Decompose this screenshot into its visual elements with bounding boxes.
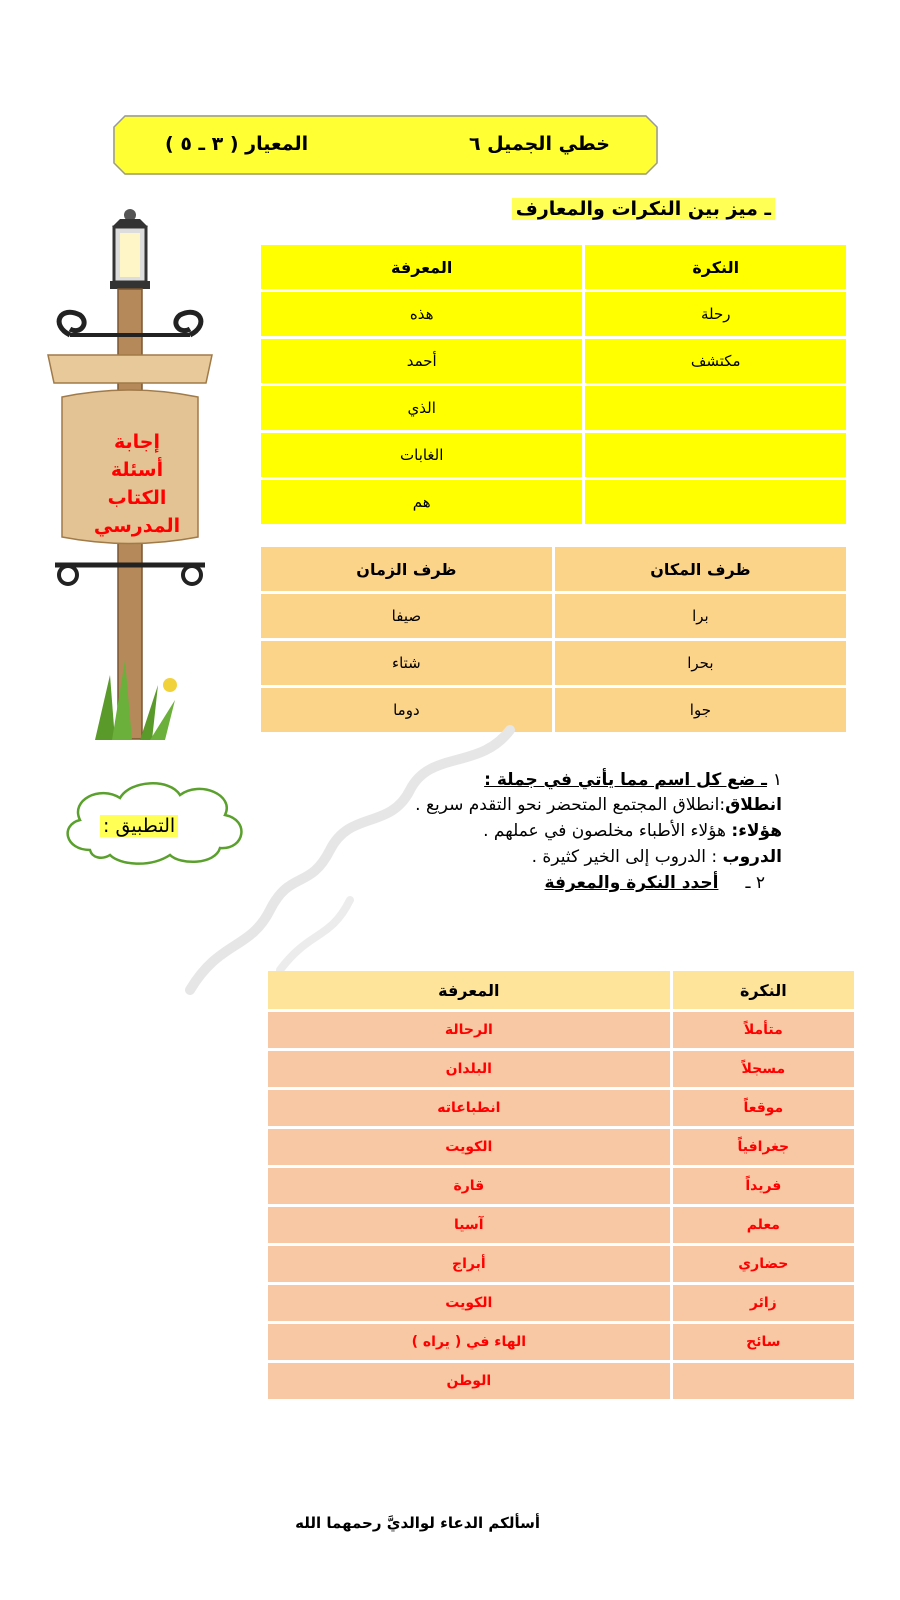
table-cell [585,433,846,477]
table-row [261,386,846,430]
nouns-table [258,242,849,527]
table-header: ظرف الزمان [261,547,552,591]
table-row [268,1012,854,1048]
table-cell: مسجلاً [673,1051,854,1087]
table-cell: الذي [261,386,582,430]
table-row [268,1090,854,1126]
table-cell: هم [261,480,582,524]
table-cell: قارة [268,1168,670,1204]
table-cell: موقعاً [673,1090,854,1126]
table-row [268,1168,854,1204]
table-header: المعرفة [268,971,670,1009]
table-cell: سائح [673,1324,854,1360]
table-cell: البلدان [268,1051,670,1087]
table-cell: صيفا [261,594,552,638]
sign-text [78,428,196,540]
table-cell [585,480,846,524]
table-row [261,292,846,336]
table-cell: جغرافياً [673,1129,854,1165]
table-cell: أبراج [268,1246,670,1282]
sentence-3 [532,847,782,867]
table-row [261,480,846,524]
question-2-title [545,873,765,893]
table-cell: انطباعاته [268,1090,670,1126]
question-1-title [484,770,782,790]
table-cell: مكتشف [585,339,846,383]
sentence-text: : الدروب إلى الخير كثيرة . [531,847,723,867]
question-text: ـ ضع كل اسم مما يأتي في جملة : [484,770,767,790]
question-number: ٢ ـ [745,873,765,893]
table-cell [585,386,846,430]
question-text: أحدد النكرة والمعرفة [544,873,719,893]
table-row [268,1324,854,1360]
table-cell: متأملاً [673,1012,854,1048]
table-row [268,1207,854,1243]
table-cell: فريداً [673,1168,854,1204]
table-cell [673,1363,854,1399]
answers-table [265,968,857,1402]
table-row [261,433,846,477]
table-cell: الكويت [268,1285,670,1321]
table-header: ظرف المكان [555,547,846,591]
table-header: النكرة [673,971,854,1009]
adverbs-table [258,544,849,735]
table-cell: أحمد [261,339,582,383]
application-label: التطبيق : [100,815,178,837]
table-row [261,339,846,383]
table-row [268,1246,854,1282]
table-cell: الهاء في ( يراه ) [268,1324,670,1360]
table-row [268,1051,854,1087]
sentence-text: هؤلاء الأطباء مخلصون في عملهم . [483,821,732,841]
table-row [261,688,846,732]
table-cell: الرحالة [268,1012,670,1048]
table-cell: برا [555,594,846,638]
sign-line: إجابة [114,431,160,453]
table-row [261,641,846,685]
sign-line: المدرسي [93,515,181,537]
table-row [268,1363,854,1399]
table-cell: رحلة [585,292,846,336]
sentence-keyword: انطلاق [725,795,782,815]
sign-line: أسئلة [110,459,164,481]
table-cell: الغابات [261,433,582,477]
table-row [268,1285,854,1321]
section-title: ـ ميز بين النكرات والمعارف [512,198,775,220]
table-cell: شتاء [261,641,552,685]
sentence-keyword: الدروب [722,847,782,867]
table-header: المعرفة [261,245,582,289]
table-cell: معلم [673,1207,854,1243]
sentence-keyword: هؤلاء: [731,821,782,841]
table-row [268,1129,854,1165]
footer-note: أسألكم الدعاء لوالديَّ رحمهما الله [295,1514,540,1532]
table-cell: جوا [555,688,846,732]
sentence-1 [415,795,782,815]
sentence-2 [483,821,782,841]
table-cell: هذه [261,292,582,336]
table-cell: حضاري [673,1246,854,1282]
table-cell: زائر [673,1285,854,1321]
sign-line: الكتاب [107,487,167,509]
header-title: خطي الجميل ٦ [468,133,610,155]
table-cell: الوطن [268,1363,670,1399]
table-cell: آسيا [268,1207,670,1243]
table-header: النكرة [585,245,846,289]
question-number: ١ [772,770,782,790]
table-cell: بحرا [555,641,846,685]
sentence-text: :انطلاق المجتمع المتحضر نحو التقدم سريع . [415,795,726,815]
table-row [261,594,846,638]
table-cell: دوما [261,688,552,732]
header-standard: المعيار ( ٣ ـ ٥ ) [165,133,309,155]
table-cell: الكويت [268,1129,670,1165]
